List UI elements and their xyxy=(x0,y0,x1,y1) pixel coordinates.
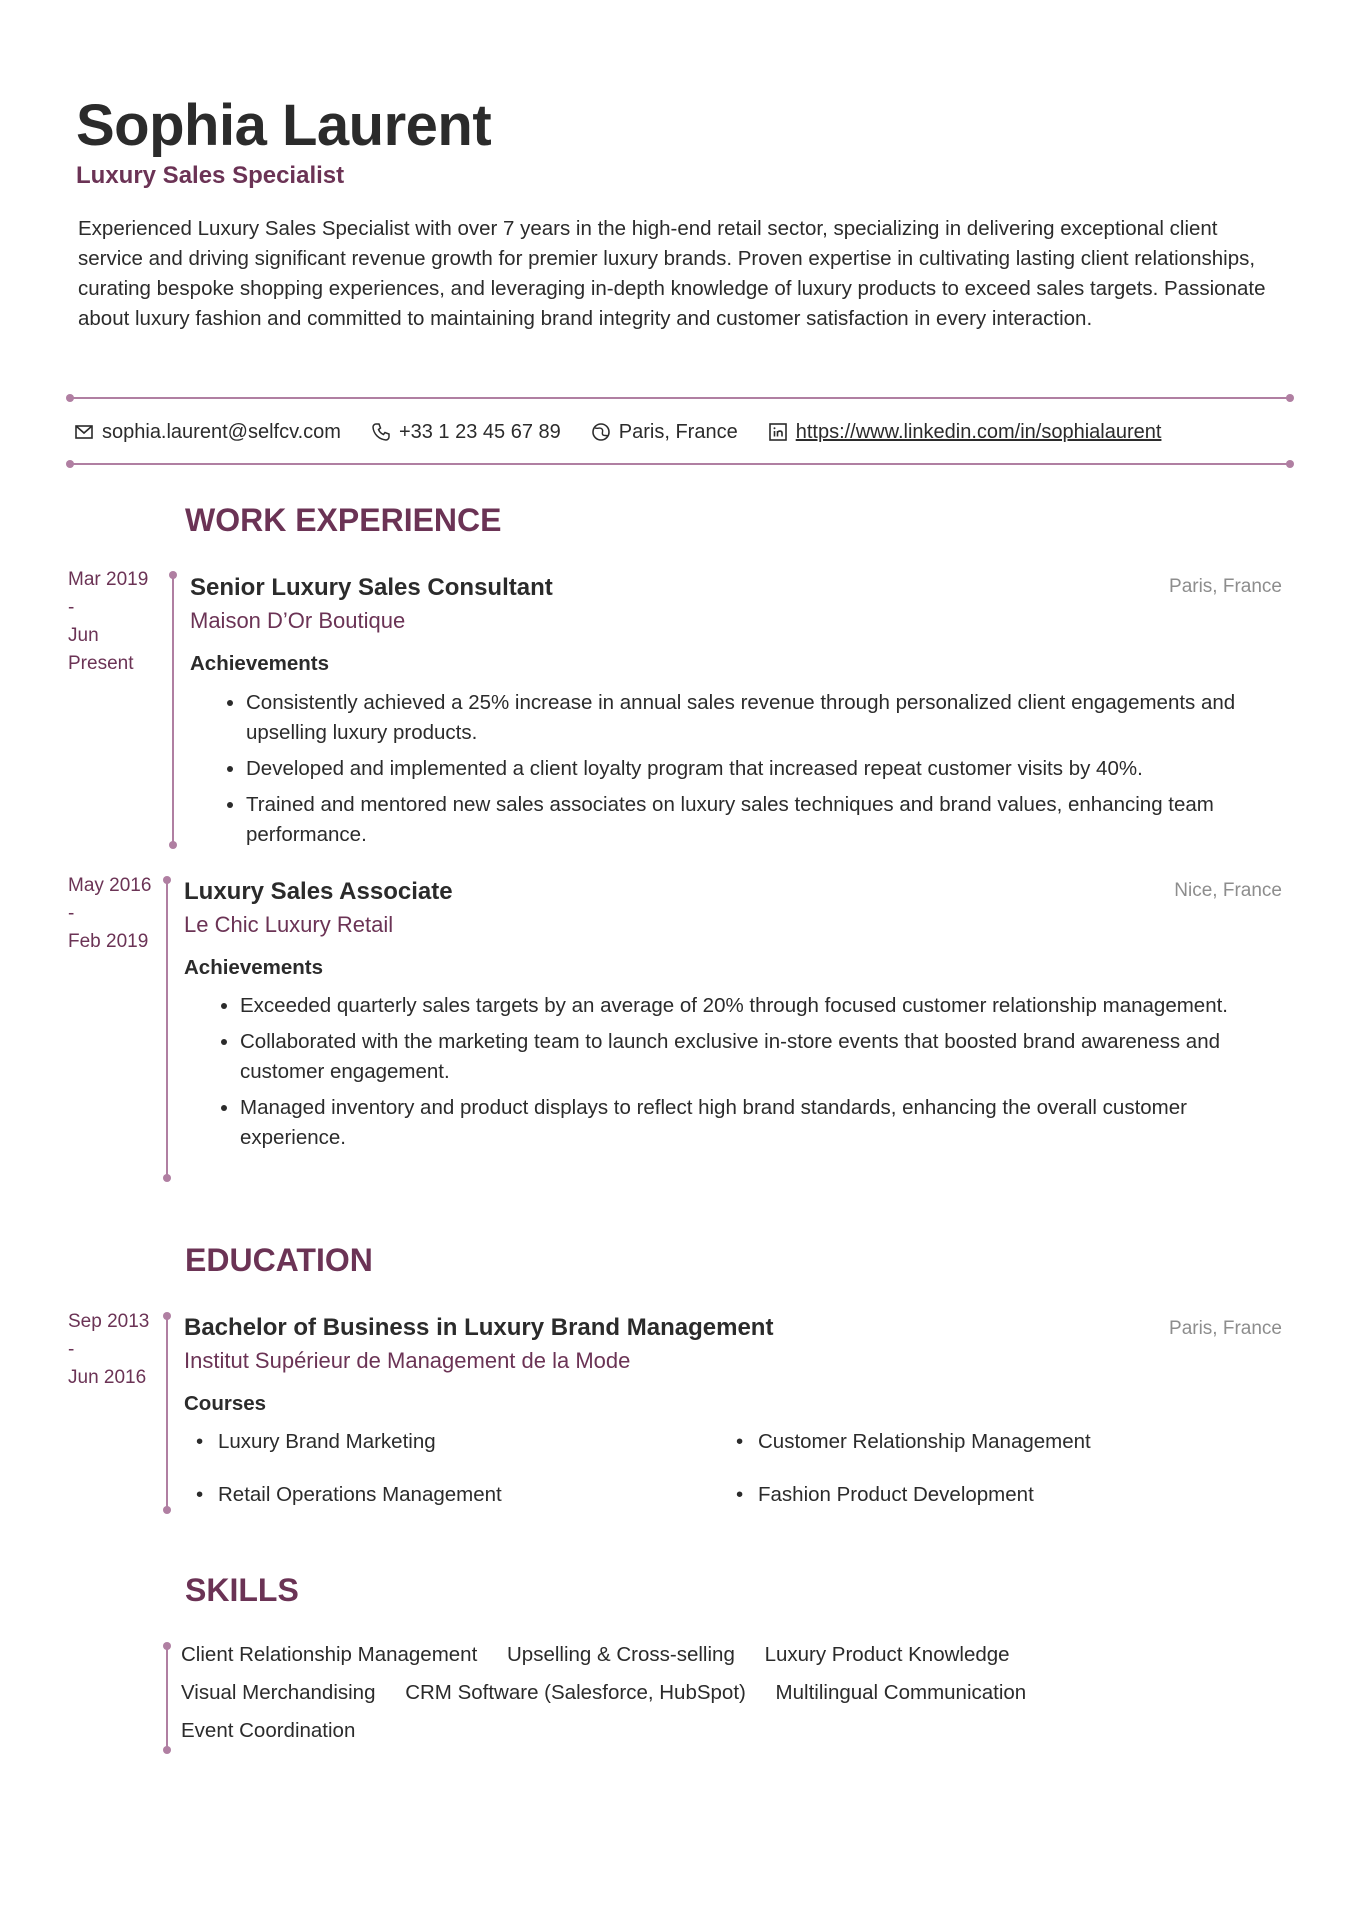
globe-icon xyxy=(591,422,611,442)
contact-bar xyxy=(74,418,1191,446)
timeline-line xyxy=(172,575,174,845)
job-date xyxy=(68,872,151,956)
professional-summary: Experienced Luxury Sales Specialist with over 7 years in the high-end retail sector, specializing in delivering exceptional client service and driving significant revenue growth for premier luxury brands. Proven expertise in cultivating lasting client relationships, curating bespoke shopping experiences, and leveraging in-depth knowledge of luxury products to exceed sales targets. Passionate about luxury fashion and committed to maintaining brand integrity and customer satisfaction in every interaction. xyxy=(78,217,1266,330)
date-separator: - xyxy=(68,903,75,924)
skill-item: Event Coordination xyxy=(181,1719,356,1742)
contact-linkedin[interactable] xyxy=(768,421,1162,444)
skill-item: Visual Merchandising xyxy=(181,1681,376,1704)
contact-bottom-divider xyxy=(70,463,1290,465)
timeline-line xyxy=(166,1646,168,1750)
skills-heading: SKILLS xyxy=(185,1572,299,1608)
degree-title: Bachelor of Business in Luxury Brand Management xyxy=(184,1314,774,1341)
education-location: Paris, France xyxy=(1169,1318,1282,1339)
education-date xyxy=(68,1308,149,1392)
contact-location-text: Paris, France xyxy=(618,420,738,443)
contact-email[interactable] xyxy=(74,421,341,444)
school-name: Institut Supérieur de Management de la Mode xyxy=(184,1348,631,1373)
date-separator: - xyxy=(68,1339,75,1360)
date-end-continued: Present xyxy=(68,653,134,674)
list-item: • Managed inventory and product displays to reflect high brand standards, enhancing the overall customer experience. xyxy=(240,1093,1280,1153)
list-item: • Consistently achieved a 25% increase in annual sales revenue through personalized client engagements and upselling luxury products. xyxy=(246,688,1286,748)
company-name: Maison D’Or Boutique xyxy=(190,608,406,633)
skill-item: Client Relationship Management xyxy=(181,1643,478,1666)
achievements-label: Achievements xyxy=(184,956,324,979)
contact-email-text: sophia.laurent@selfcv.com xyxy=(102,420,341,443)
date-separator: - xyxy=(68,597,75,618)
linkedin-link[interactable]: https://www.linkedin.com/in/sophialaurent xyxy=(795,420,1162,443)
achievements-list xyxy=(190,688,1286,856)
phone-icon xyxy=(371,422,391,442)
list-item: • Luxury Brand Marketing xyxy=(190,1430,436,1454)
contact-location xyxy=(591,421,738,444)
position-title: Senior Luxury Sales Consultant xyxy=(190,574,553,601)
contact-phone[interactable] xyxy=(371,421,561,444)
list-item: • Collaborated with the marketing team to launch exclusive in-store events that boosted brand awareness and customer engagement. xyxy=(240,1027,1280,1087)
candidate-name: Sophia Laurent xyxy=(76,93,492,158)
date-start: Sep 2013 xyxy=(68,1311,150,1332)
education-heading: EDUCATION xyxy=(185,1242,373,1278)
list-item: • Trained and mentored new sales associates on luxury sales techniques and brand values, enhancing team performance. xyxy=(246,790,1286,850)
skill-item: Multilingual Communication xyxy=(775,1681,1027,1704)
skill-item: Luxury Product Knowledge xyxy=(764,1643,1010,1666)
courses-label: Courses xyxy=(184,1392,267,1415)
achievements-list xyxy=(184,991,1280,1159)
list-item: • Customer Relationship Management xyxy=(730,1430,1091,1454)
list-item: • Retail Operations Management xyxy=(190,1483,502,1507)
mail-icon xyxy=(74,422,94,442)
skill-item: CRM Software (Salesforce, HubSpot) xyxy=(405,1681,746,1704)
contact-top-divider xyxy=(70,397,1290,399)
job-location: Paris, France xyxy=(1169,576,1282,597)
linkedin-icon xyxy=(768,422,788,442)
date-end: Jun 2016 xyxy=(68,1367,147,1388)
work-experience-heading: WORK EXPERIENCE xyxy=(185,502,502,538)
list-item: • Developed and implemented a client loyalty program that increased repeat customer visits by 40%. xyxy=(246,754,1286,784)
skill-item: Upselling & Cross-selling xyxy=(506,1643,735,1666)
skills-list xyxy=(181,1636,1181,1750)
date-end: Feb 2019 xyxy=(68,931,149,952)
timeline-line xyxy=(166,880,168,1178)
list-item: • Exceeded quarterly sales targets by an average of 20% through focused customer relationship management. xyxy=(240,991,1280,1021)
achievements-label: Achievements xyxy=(190,652,330,675)
timeline-line xyxy=(166,1316,168,1510)
position-title: Luxury Sales Associate xyxy=(184,878,453,905)
job-location: Nice, France xyxy=(1174,880,1282,901)
contact-phone-text: +33 1 23 45 67 89 xyxy=(398,420,561,443)
company-name: Le Chic Luxury Retail xyxy=(184,912,394,937)
date-start: Mar 2019 xyxy=(68,569,149,590)
list-item: • Fashion Product Development xyxy=(730,1483,1034,1507)
job-date xyxy=(68,566,148,678)
date-start: May 2016 xyxy=(68,875,152,896)
date-end: Jun xyxy=(68,625,99,646)
job-title-headline: Luxury Sales Specialist xyxy=(76,162,345,189)
